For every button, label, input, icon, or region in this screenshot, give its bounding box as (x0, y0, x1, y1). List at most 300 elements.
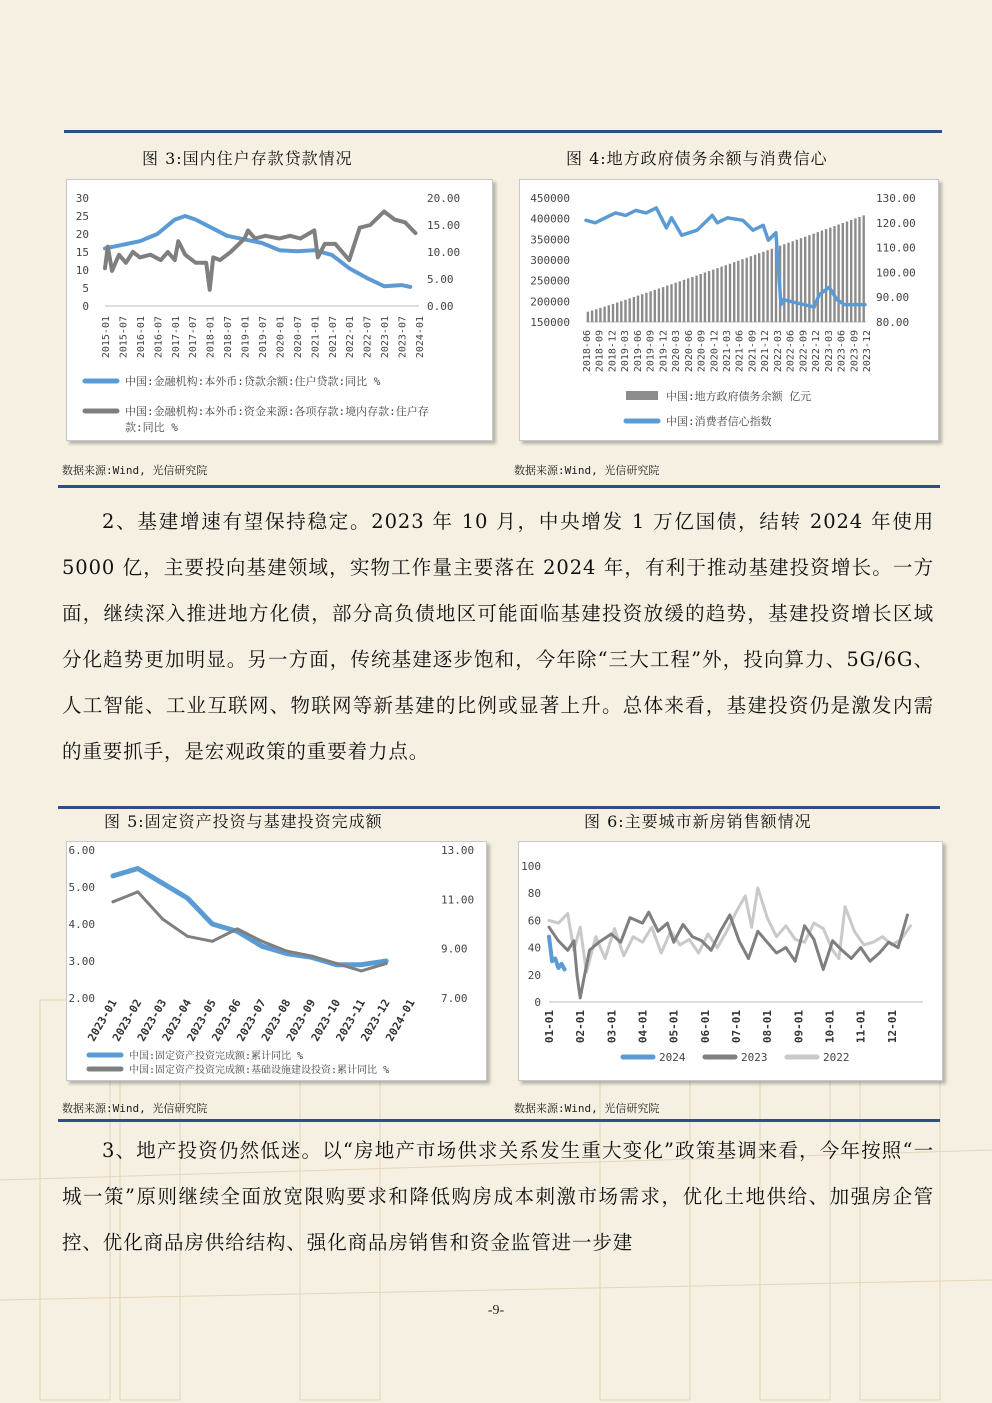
fig5-svg (67, 842, 486, 1080)
fig4-bar (645, 293, 647, 322)
fig3-x-tick-label: 2022-07 (362, 316, 374, 359)
fig6-data-point (598, 941, 601, 944)
fig4-x-tick-label: 2020-09 (696, 330, 708, 373)
fig5-x-tick-label: 2023-03 (134, 997, 170, 1044)
fig3-data-point (313, 229, 316, 232)
fig5-data-point (211, 940, 214, 943)
fig4-data-point (604, 216, 607, 219)
fig6-data-point (785, 925, 788, 928)
fig4-x-tick-label: 2018-12 (607, 330, 619, 373)
fig5-chart (66, 841, 487, 1081)
fig6-data-point (766, 941, 769, 944)
fig3-yright-tick-label: 20.00 (427, 192, 461, 205)
fig6-data-point (548, 919, 551, 922)
fig3-x-tick-label: 2015-01 (101, 316, 112, 359)
fig4-x-tick-label: 2020-03 (671, 330, 683, 373)
fig3-data-point (365, 276, 368, 279)
fig6-data-point (831, 940, 834, 943)
fig4-data-point (853, 303, 856, 306)
fig6-x-tick-label: 02-01 (574, 1010, 588, 1044)
fig3-data-point (208, 225, 211, 228)
fig4-bar (729, 264, 731, 322)
fig3-legend-0-label: 中国:金融机构:本外币:贷款余额:住户贷款:同比 % (125, 375, 381, 388)
fig6-data-point (803, 925, 806, 928)
fig3-data-point (229, 250, 232, 253)
fig6-x-tick-label: 09-01 (792, 1010, 806, 1044)
fig3-data-point (278, 237, 281, 240)
fig4-x-tick-label: 2021-03 (722, 330, 733, 373)
fig3-data-point (177, 240, 180, 243)
fig4-bar (725, 265, 727, 322)
fig6-data-point (566, 949, 569, 952)
fig4-bar (608, 305, 610, 322)
fig3-data-point (149, 253, 152, 256)
fig4-bar (808, 235, 810, 322)
fig3-data-point (358, 226, 361, 229)
fig4-bar (850, 220, 852, 322)
fig6-data-point (757, 930, 760, 933)
fig6-data-point (666, 922, 669, 925)
fig4-bar (620, 301, 622, 322)
fig6-legend-1-label: 2023 (741, 1051, 768, 1064)
fig4-bar (833, 226, 835, 322)
fig5-data-point (360, 969, 363, 972)
fig6-data-point (794, 960, 797, 963)
fig4-data-point (780, 303, 783, 306)
fig6-x-tick-label: 11-01 (854, 1010, 868, 1044)
fig4-x-tick-label: 2023-12 (862, 330, 873, 373)
fig4-bar (624, 300, 626, 322)
fig4-yright-tick-label: 100.00 (876, 266, 916, 280)
fig6-data-point (576, 974, 579, 977)
fig6-data-point (551, 960, 554, 963)
fig6-data-point (647, 911, 650, 914)
fig4-bar (587, 312, 589, 322)
fig3-data-point (253, 237, 256, 240)
fig4-x-tick-label: 2021-09 (747, 330, 759, 373)
fig3-data-point (121, 243, 124, 246)
fig3-source: 数据来源:Wind, 光信研究院 (62, 464, 208, 477)
fig6-data-point (850, 957, 853, 960)
fig4-x-tick-label: 2023-09 (849, 330, 861, 373)
fig5-data-point (112, 874, 115, 877)
fig5-yright-tick-label: 7.00 (441, 992, 468, 1005)
fig4-legend-0-swatch (626, 391, 658, 400)
fig6-data-point (563, 968, 566, 971)
fig4-bar (758, 253, 760, 322)
fig3-yleft-tick-label: 0 (82, 300, 89, 313)
fig6-y-tick-label: 0 (534, 996, 541, 1009)
fig4-data-point (828, 286, 831, 289)
fig6-source: 数据来源:Wind, 光信研究院 (514, 1102, 660, 1115)
fig5-x-tick-label: 2023-11 (333, 997, 368, 1044)
fig4-x-tick-label: 2018-09 (594, 330, 606, 373)
fig3-x-tick-label: 2024-01 (415, 316, 426, 359)
fig4-data-point (836, 298, 839, 301)
fig4-bar (662, 287, 664, 322)
fig3-x-tick-label: 2020-01 (275, 316, 287, 359)
fig4-bar (700, 274, 702, 322)
fig6-data-point (725, 930, 728, 933)
fig3-data-point (166, 250, 169, 253)
fig5-x-tick-label: 2023-07 (234, 997, 269, 1044)
fig3-data-point (194, 261, 197, 264)
fig4-data-point (716, 221, 719, 224)
fig6-data-point (688, 938, 691, 941)
fig4-data-point (680, 234, 683, 237)
fig3-data-point (348, 267, 351, 270)
fig4-bar (712, 270, 714, 322)
fig3-legend-1-label: 中国:金融机构:本外币:资金来源:各项存款:境内存款:住户存款:同比 % (125, 405, 429, 434)
fig6-data-point (557, 922, 560, 925)
fig6-data-point (548, 935, 551, 938)
fig3-data-point (138, 256, 141, 259)
fig4-data-point (670, 216, 673, 219)
fig4-bar (837, 225, 839, 323)
fig6-data-point (610, 933, 613, 936)
fig4-bar (612, 304, 614, 322)
fig6-data-point (604, 957, 607, 960)
fig3-data-point (124, 261, 127, 264)
fig3-data-point (393, 218, 396, 221)
fig5-yright-tick-label: 11.00 (441, 893, 475, 907)
fig4-yleft-tick-label: 150000 (530, 316, 570, 329)
fig3-data-point (205, 261, 208, 264)
fig6-x-tick-label: 03-01 (605, 1010, 619, 1044)
fig3-yleft-tick-label: 30 (75, 192, 89, 205)
fig6-data-point (579, 997, 582, 1000)
fig3-x-tick-label: 2015-07 (118, 316, 130, 359)
fig4-bar (766, 250, 768, 322)
fig4-chart (519, 179, 939, 441)
fig4-data-point (767, 239, 770, 242)
fig4-bar (629, 298, 631, 322)
fig4-bar (595, 309, 597, 322)
fig6-data-point (869, 960, 872, 963)
fig6-x-tick-label: 12-01 (885, 1010, 899, 1044)
fig4-yleft-tick-label: 200000 (530, 295, 570, 309)
fig6-x-tick-label: 07-01 (730, 1010, 743, 1044)
fig6-data-point (579, 926, 582, 929)
fig4-data-point (696, 229, 699, 232)
fig3-data-point (414, 232, 417, 235)
fig6-y-tick-label: 20 (527, 968, 541, 982)
fig3-x-tick-label: 2021-07 (327, 316, 339, 359)
fig4-data-point (864, 303, 867, 306)
fig6-data-point (660, 952, 663, 955)
fig4-bar (783, 244, 785, 322)
fig6-data-point (548, 926, 551, 929)
fig4-bar (737, 261, 739, 322)
fig6-data-point (744, 895, 747, 898)
fig4-x-tick-label: 2020-06 (683, 330, 695, 373)
fig5-series-line (113, 892, 386, 971)
fig4-bar (771, 249, 773, 322)
fig6-data-point (641, 922, 644, 925)
paragraph-2: 2、基建增速有望保持稳定。2023 年 10 月，中央增发 1 万亿国债，结转 2024 年使用 5000 亿，主要投向基建领域，实物工作量主要落在 2024 年，有利于推动基建投资增长。一方面，继续深入推进地方化债，部分高负债地区可能面临基建投资放缓的趋势，基建投资增长区域分化趋势更加明显。另一方面，传统基建逐步饱和，今年除“三大工程”外，投向算力、5G/6G、人工智能、工业互联网、物联网等新基建的比例或显著上升。总体来看，基建投资仍是激发内需的重要抓手，是宏观政策的重要着力点。 (62, 510, 934, 763)
fig4-data-point (762, 224, 765, 227)
fig3-data-point (212, 256, 215, 259)
fig4-bar (675, 283, 677, 322)
fig4-svg (520, 180, 938, 440)
fig4-bar (666, 286, 668, 322)
fig4-bar (792, 241, 794, 322)
fig5-data-point (360, 963, 363, 966)
fig5-x-tick-label: 2023-01 (85, 997, 120, 1044)
fig4-data-point (843, 303, 846, 306)
fig4-x-tick-label: 2023-03 (823, 330, 835, 373)
fig6-data-point (557, 940, 560, 943)
fig5-x-tick-label: 2023-05 (184, 997, 219, 1044)
fig5-title: 图 5:固定资产投资与基建投资完成额 (104, 812, 383, 831)
fig4-bar (591, 311, 593, 323)
fig4-bar (854, 218, 856, 322)
fig6-data-point (566, 912, 569, 915)
fig5-data-point (211, 923, 214, 926)
fig4-data-point (782, 298, 785, 301)
fig4-bar (641, 294, 643, 322)
fig4-x-tick-label: 2019-09 (645, 330, 657, 373)
fig3-data-point (219, 259, 222, 262)
fig5-data-point (335, 962, 338, 965)
fig3-x-tick-label: 2016-01 (135, 316, 147, 359)
fig4-data-point (813, 306, 816, 309)
fig5-data-point (385, 962, 388, 965)
fig4-yleft-tick-label: 450000 (530, 192, 570, 205)
fig6-y-tick-label: 100 (521, 860, 541, 873)
fig3-data-point (173, 218, 176, 221)
fig3-data-point (400, 284, 403, 287)
fig6-data-point (838, 957, 841, 960)
fig5-data-point (261, 945, 264, 948)
fig3-data-point (184, 253, 187, 256)
fig5-data-point (285, 950, 288, 953)
fig4-x-tick-label: 2022-09 (798, 330, 810, 373)
fig3-data-point (278, 249, 281, 252)
fig4-yleft-tick-label: 350000 (530, 233, 570, 247)
fig4-bar (637, 296, 639, 322)
fig3-data-point (117, 253, 120, 256)
fig5-x-tick-label: 2023-02 (109, 997, 145, 1044)
fig6-data-point (881, 935, 884, 938)
fig6-data-point (554, 957, 557, 960)
fig4-data-point (752, 229, 755, 232)
fig3-x-tick-label: 2023-01 (380, 316, 392, 359)
fig5-source: 数据来源:Wind, 光信研究院 (62, 1102, 208, 1115)
fig6-data-point (716, 946, 719, 949)
fig4-bar (633, 297, 635, 322)
fig4-title: 图 4:地方政府债务余额与消费信心 (566, 149, 828, 168)
fig3-yright-tick-label: 0.00 (427, 300, 454, 313)
fig4-bar (829, 228, 831, 322)
fig4-x-tick-label: 2020-12 (709, 330, 721, 373)
fig6-data-point (682, 923, 685, 926)
fig5-data-point (186, 935, 189, 938)
fig4-bar (599, 308, 601, 322)
fig4-bar (679, 281, 681, 322)
fig3-data-point (243, 237, 246, 240)
fig4-data-point (624, 214, 627, 217)
fig6-data-point (729, 914, 732, 917)
fig6-y-tick-label: 80 (527, 887, 541, 901)
fig3-yleft-tick-label: 15 (75, 246, 89, 259)
fig4-yright-tick-label: 90.00 (876, 291, 910, 305)
fig4-bar (654, 290, 656, 322)
fig3-x-tick-label: 2018-07 (223, 316, 235, 359)
fig6-data-point (747, 957, 750, 960)
fig6-data-point (887, 941, 890, 944)
fig3-x-tick-label: 2022-01 (345, 316, 357, 359)
fig5-x-tick-label: 2023-12 (358, 997, 393, 1044)
fig6-data-point (822, 968, 825, 971)
fig4-data-point (585, 219, 588, 222)
fig6-data-point (794, 938, 797, 941)
fig6-data-point (750, 926, 753, 929)
fig6-title: 图 6:主要城市新房销售额情况 (584, 812, 812, 831)
rule-after-fig34 (58, 485, 940, 488)
fig3-data-point (383, 210, 386, 213)
fig6-data-point (697, 952, 700, 955)
fig3-x-tick-label: 2016-07 (153, 316, 165, 359)
fig5-x-tick-label: 2023-10 (308, 997, 344, 1044)
fig6-data-point (582, 980, 585, 983)
fig4-bar (670, 284, 672, 322)
fig4-data-point (726, 216, 729, 219)
fig5-yright-tick-label: 13.00 (441, 844, 475, 857)
fig3-data-point (106, 245, 109, 248)
fig6-data-point (710, 949, 713, 952)
fig4-bar (683, 280, 685, 322)
fig6-data-point (803, 941, 806, 944)
fig6-data-point (738, 940, 741, 943)
fig3-x-tick-label: 2021-01 (310, 316, 322, 359)
fig4-data-point (614, 211, 617, 214)
fig5-data-point (236, 927, 239, 930)
fig3-data-point (159, 259, 162, 262)
fig4-data-point (634, 209, 637, 212)
fig4-bar (821, 231, 823, 322)
fig3-yleft-tick-label: 25 (75, 210, 89, 223)
fig4-bar (687, 278, 689, 322)
fig4-bar (825, 229, 827, 322)
fig5-data-point (261, 940, 264, 943)
fig3-data-point (316, 256, 319, 259)
fig3-data-point (110, 269, 113, 272)
fig4-legend-0-label: 中国:地方政府债务余额 亿元 (666, 390, 812, 403)
fig6-data-point (813, 938, 816, 941)
fig3-data-point (409, 285, 412, 288)
fig3-data-point (173, 259, 176, 262)
fig5-data-point (310, 955, 313, 958)
fig4-x-tick-label: 2019-12 (658, 330, 670, 373)
fig5-x-tick-label: 2023-04 (159, 997, 195, 1044)
fig4-bar (750, 256, 752, 322)
fig3-yright-tick-label: 5.00 (427, 273, 454, 286)
fig3-data-point (295, 250, 298, 253)
fig6-data-point (878, 952, 881, 955)
fig3-x-tick-label: 2019-01 (240, 316, 252, 359)
fig5-yleft-tick-label: 4.00 (68, 918, 95, 931)
fig4-bar (691, 277, 693, 322)
fig6-data-point (557, 967, 560, 970)
fig6-data-point (841, 949, 844, 952)
fig5-yleft-tick-label: 6.00 (68, 844, 95, 857)
fig3-yleft-tick-label: 20 (75, 228, 89, 241)
fig4-bar (708, 271, 710, 322)
fig6-data-point (785, 946, 788, 949)
fig4-legend-1-label: 中国:消费者信心指数 (666, 415, 772, 428)
fig3-svg (67, 180, 492, 440)
fig5-legend-0-label: 中国:固定资产投资完成额:累计同比 % (129, 1051, 304, 1062)
fig3-data-point (156, 232, 159, 235)
fig4-bar (704, 273, 706, 323)
fig3-yleft-tick-label: 10 (75, 264, 89, 277)
fig3-x-tick-label: 2023-07 (397, 316, 409, 359)
fig5-yleft-tick-label: 5.00 (68, 881, 95, 894)
fig4-x-tick-label: 2019-06 (632, 330, 644, 373)
fig4-bar (716, 268, 718, 322)
fig6-data-point (844, 906, 847, 909)
fig3-data-point (246, 229, 249, 232)
fig6-data-point (619, 941, 622, 944)
fig6-data-point (906, 914, 909, 917)
fig6-x-tick-label: 04-01 (636, 1010, 650, 1044)
fig3-data-point (103, 267, 106, 270)
fig4-bar (658, 289, 660, 323)
fig4-x-tick-label: 2021-12 (760, 330, 772, 373)
fig4-bar (817, 232, 819, 322)
fig3-data-point (348, 259, 351, 262)
fig6-data-point (859, 946, 862, 949)
paragraph-3: 3、地产投资仍然低迷。以“房地产市场供求关系发生重大变化”政策基调来看，今年按照“一城一策”原则继续全面放宽限购要求和降低购房成本刺激市场需求，优化土地供给、加强房企管控、优化商品房供给结构、强化商品房销售和资金监管进一步建 (62, 1139, 934, 1254)
top-rule (64, 130, 942, 133)
fig3-data-point (334, 242, 337, 245)
fig4-data-point (774, 231, 777, 234)
fig4-x-tick-label: 2019-03 (620, 330, 632, 373)
fig3-data-point (323, 242, 326, 245)
fig3-x-tick-label: 2018-01 (205, 316, 217, 359)
fig6-y-tick-label: 40 (527, 941, 541, 955)
fig6-data-point (766, 916, 769, 919)
rule-after-fig56 (58, 1119, 940, 1122)
fig5-data-point (136, 890, 139, 893)
fig3-data-point (403, 221, 406, 224)
fig6-y-tick-label: 60 (527, 914, 541, 928)
fig4-data-point (645, 211, 648, 214)
fig5-x-tick-label: 2023-06 (209, 997, 244, 1044)
fig6-data-point (822, 927, 825, 930)
fig6-x-tick-label: 08-01 (761, 1010, 775, 1044)
fig3-x-tick-label: 2017-01 (170, 316, 182, 359)
fig3-data-point (383, 285, 386, 288)
fig6-legend-2-label: 2022 (823, 1051, 850, 1064)
fig6-series-line-2022 (549, 888, 911, 972)
fig4-bar (616, 303, 618, 323)
fig6-data-point (719, 930, 722, 933)
fig4-x-tick-label: 2018-06 (582, 330, 593, 373)
fig3-yleft-tick-label: 5 (82, 282, 89, 295)
fig4-bar (746, 258, 748, 322)
fig6-data-point (757, 887, 760, 890)
fig6-data-point (588, 949, 591, 952)
fig4-yleft-tick-label: 250000 (530, 274, 570, 288)
fig6-data-point (595, 935, 598, 938)
fig6-data-point (691, 935, 694, 938)
fig4-bar (787, 243, 789, 322)
fig4-bar (695, 276, 697, 323)
fig4-x-tick-label: 2022-03 (772, 330, 784, 373)
fig3-x-tick-label: 2017-07 (188, 316, 200, 359)
